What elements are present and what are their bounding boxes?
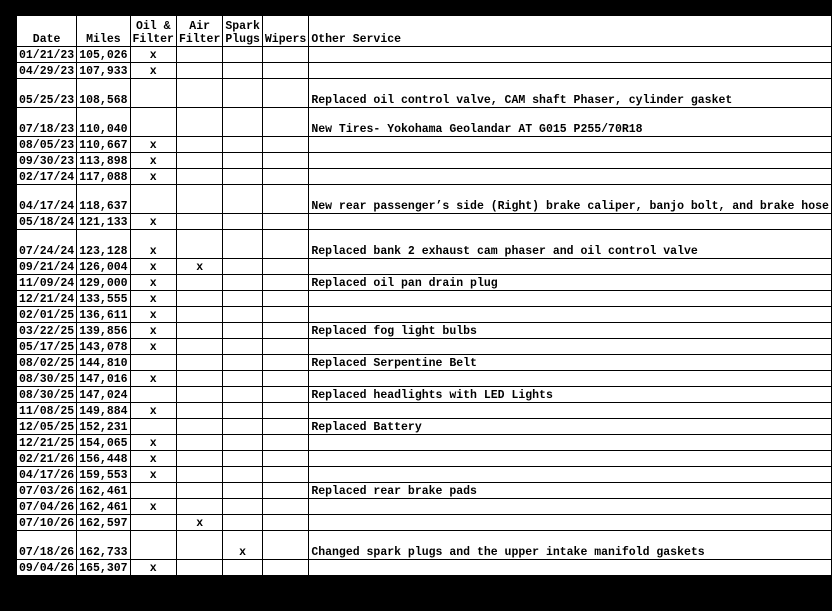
miles-cell: 136,611 <box>77 307 130 323</box>
date-cell: 09/30/23 <box>17 153 77 169</box>
table-row <box>17 387 832 403</box>
date-cell: 07/18/23 <box>17 108 77 137</box>
other-service-cell <box>309 153 832 169</box>
wipers-cell <box>262 185 308 214</box>
wipers-cell <box>262 451 308 467</box>
air-filter-cell <box>176 499 222 515</box>
wipers-cell <box>262 560 308 576</box>
air-filter-cell <box>176 79 222 108</box>
spark-plugs-cell <box>223 323 263 339</box>
air-filter-cell <box>176 560 222 576</box>
other-service-cell: New Tires- Yokohama Geolandar AT G015 P255/70R18 <box>309 108 832 137</box>
spark-plugs-cell <box>223 230 263 259</box>
air-filter-cell <box>176 371 222 387</box>
spark-plugs-cell <box>223 275 263 291</box>
spark-plugs-cell <box>223 79 263 108</box>
miles-cell: 110,040 <box>77 108 130 137</box>
date-cell: 04/29/23 <box>17 63 77 79</box>
date-cell: 11/09/24 <box>17 275 77 291</box>
other-service-cell <box>309 499 832 515</box>
table-row <box>17 47 832 63</box>
table-row <box>17 79 832 108</box>
wipers-cell <box>262 323 308 339</box>
wipers-cell <box>262 108 308 137</box>
miles-cell: 133,555 <box>77 291 130 307</box>
other-service-cell: Replaced oil pan drain plug <box>309 275 832 291</box>
wipers-cell <box>262 467 308 483</box>
other-service-cell <box>309 63 832 79</box>
air-filter-cell <box>176 230 222 259</box>
oil-filter-cell <box>130 108 176 137</box>
other-service-cell <box>309 371 832 387</box>
table-row <box>17 275 832 291</box>
oil-filter-cell <box>130 515 176 531</box>
oil-filter-cell: x <box>130 291 176 307</box>
oil-filter-cell <box>130 355 176 371</box>
other-service-cell: Changed spark plugs and the upper intake manifold gaskets <box>309 531 832 560</box>
date-cell: 11/08/25 <box>17 403 77 419</box>
other-service-cell: Replaced Serpentine Belt <box>309 355 832 371</box>
oil-filter-cell <box>130 387 176 403</box>
date-cell: 01/21/23 <box>17 47 77 63</box>
air-filter-cell <box>176 483 222 499</box>
table-row <box>17 169 832 185</box>
miles-cell: 105,026 <box>77 47 130 63</box>
header-oil-filter: Oil & Filter <box>130 16 176 47</box>
wipers-cell <box>262 339 308 355</box>
air-filter-cell <box>176 275 222 291</box>
table-row <box>17 230 832 259</box>
other-service-cell <box>309 169 832 185</box>
air-filter-cell <box>176 435 222 451</box>
spark-plugs-cell <box>223 307 263 323</box>
spark-plugs-cell <box>223 387 263 403</box>
oil-filter-cell: x <box>130 307 176 323</box>
miles-cell: 117,088 <box>77 169 130 185</box>
spark-plugs-cell <box>223 355 263 371</box>
miles-cell: 162,461 <box>77 499 130 515</box>
table-row <box>17 403 832 419</box>
table-body <box>17 47 832 576</box>
miles-cell: 162,597 <box>77 515 130 531</box>
miles-cell: 143,078 <box>77 339 130 355</box>
air-filter-cell <box>176 185 222 214</box>
miles-cell: 126,004 <box>77 259 130 275</box>
date-cell: 07/03/26 <box>17 483 77 499</box>
date-cell: 02/21/26 <box>17 451 77 467</box>
oil-filter-cell: x <box>130 137 176 153</box>
oil-filter-cell: x <box>130 230 176 259</box>
miles-cell: 159,553 <box>77 467 130 483</box>
air-filter-cell: x <box>176 259 222 275</box>
other-service-cell <box>309 515 832 531</box>
oil-filter-cell <box>130 185 176 214</box>
table-row <box>17 307 832 323</box>
other-service-cell: Replaced oil control valve, CAM shaft Phaser, cylinder gasket <box>309 79 832 108</box>
date-cell: 08/05/23 <box>17 137 77 153</box>
air-filter-cell <box>176 291 222 307</box>
miles-cell: 129,000 <box>77 275 130 291</box>
spark-plugs-cell <box>223 483 263 499</box>
miles-cell: 123,128 <box>77 230 130 259</box>
other-service-cell <box>309 435 832 451</box>
air-filter-cell <box>176 531 222 560</box>
header-miles: Miles <box>77 16 130 47</box>
date-cell: 12/21/25 <box>17 435 77 451</box>
wipers-cell <box>262 371 308 387</box>
wipers-cell <box>262 483 308 499</box>
miles-cell: 156,448 <box>77 451 130 467</box>
wipers-cell <box>262 47 308 63</box>
spark-plugs-cell <box>223 435 263 451</box>
oil-filter-cell: x <box>130 169 176 185</box>
other-service-cell <box>309 47 832 63</box>
wipers-cell <box>262 515 308 531</box>
air-filter-cell <box>176 387 222 403</box>
air-filter-cell <box>176 153 222 169</box>
table-row <box>17 63 832 79</box>
other-service-cell: Replaced bank 2 exhaust cam phaser and oil control valve <box>309 230 832 259</box>
miles-cell: 113,898 <box>77 153 130 169</box>
spark-plugs-cell: x <box>223 531 263 560</box>
date-cell: 02/17/24 <box>17 169 77 185</box>
spark-plugs-cell <box>223 259 263 275</box>
header-air-filter: Air Filter <box>176 16 222 47</box>
wipers-cell <box>262 63 308 79</box>
miles-cell: 149,884 <box>77 403 130 419</box>
table-row <box>17 531 832 560</box>
air-filter-cell <box>176 419 222 435</box>
miles-cell: 118,637 <box>77 185 130 214</box>
other-service-cell: Replaced headlights with LED Lights <box>309 387 832 403</box>
oil-filter-cell: x <box>130 467 176 483</box>
other-service-cell <box>309 339 832 355</box>
spark-plugs-cell <box>223 515 263 531</box>
header-spark-plugs: Spark Plugs <box>223 16 263 47</box>
oil-filter-cell <box>130 483 176 499</box>
wipers-cell <box>262 230 308 259</box>
date-cell: 04/17/26 <box>17 467 77 483</box>
air-filter-cell <box>176 307 222 323</box>
spark-plugs-cell <box>223 371 263 387</box>
oil-filter-cell: x <box>130 275 176 291</box>
date-cell: 08/30/25 <box>17 371 77 387</box>
air-filter-cell <box>176 63 222 79</box>
miles-cell: 144,810 <box>77 355 130 371</box>
date-cell: 07/24/24 <box>17 230 77 259</box>
oil-filter-cell: x <box>130 451 176 467</box>
header-date: Date <box>17 16 77 47</box>
oil-filter-cell: x <box>130 339 176 355</box>
table-row <box>17 137 832 153</box>
date-cell: 07/10/26 <box>17 515 77 531</box>
spark-plugs-cell <box>223 108 263 137</box>
spark-plugs-cell <box>223 451 263 467</box>
date-cell: 05/25/23 <box>17 79 77 108</box>
table-row <box>17 259 832 275</box>
date-cell: 03/22/25 <box>17 323 77 339</box>
miles-cell: 162,733 <box>77 531 130 560</box>
header-other-service: Other Service <box>309 16 832 47</box>
date-cell: 12/05/25 <box>17 419 77 435</box>
oil-filter-cell: x <box>130 47 176 63</box>
miles-cell: 152,231 <box>77 419 130 435</box>
spark-plugs-cell <box>223 47 263 63</box>
miles-cell: 165,307 <box>77 560 130 576</box>
air-filter-cell <box>176 108 222 137</box>
spark-plugs-cell <box>223 560 263 576</box>
spark-plugs-cell <box>223 403 263 419</box>
date-cell: 08/02/25 <box>17 355 77 371</box>
table-row <box>17 108 832 137</box>
wipers-cell <box>262 153 308 169</box>
air-filter-cell <box>176 47 222 63</box>
oil-filter-cell: x <box>130 403 176 419</box>
table-row <box>17 339 832 355</box>
miles-cell: 147,016 <box>77 371 130 387</box>
oil-filter-cell: x <box>130 499 176 515</box>
wipers-cell <box>262 435 308 451</box>
miles-cell: 139,856 <box>77 323 130 339</box>
wipers-cell <box>262 259 308 275</box>
wipers-cell <box>262 214 308 230</box>
wipers-cell <box>262 355 308 371</box>
wipers-cell <box>262 291 308 307</box>
oil-filter-cell: x <box>130 63 176 79</box>
maintenance-log-table <box>16 15 832 576</box>
table-row <box>17 435 832 451</box>
table-row <box>17 515 832 531</box>
wipers-cell <box>262 419 308 435</box>
spark-plugs-cell <box>223 467 263 483</box>
other-service-cell <box>309 307 832 323</box>
table-row <box>17 355 832 371</box>
date-cell: 09/04/26 <box>17 560 77 576</box>
oil-filter-cell <box>130 531 176 560</box>
table-row <box>17 323 832 339</box>
miles-cell: 110,667 <box>77 137 130 153</box>
air-filter-cell <box>176 169 222 185</box>
date-cell: 12/21/24 <box>17 291 77 307</box>
wipers-cell <box>262 169 308 185</box>
other-service-cell <box>309 467 832 483</box>
miles-cell: 162,461 <box>77 483 130 499</box>
date-cell: 07/04/26 <box>17 499 77 515</box>
wipers-cell <box>262 79 308 108</box>
spark-plugs-cell <box>223 153 263 169</box>
air-filter-cell <box>176 339 222 355</box>
spark-plugs-cell <box>223 499 263 515</box>
wipers-cell <box>262 137 308 153</box>
air-filter-cell <box>176 214 222 230</box>
oil-filter-cell: x <box>130 560 176 576</box>
oil-filter-cell: x <box>130 153 176 169</box>
oil-filter-cell <box>130 79 176 108</box>
table-row <box>17 214 832 230</box>
oil-filter-cell: x <box>130 259 176 275</box>
spark-plugs-cell <box>223 63 263 79</box>
date-cell: 05/17/25 <box>17 339 77 355</box>
oil-filter-cell: x <box>130 371 176 387</box>
wipers-cell <box>262 387 308 403</box>
date-cell: 09/21/24 <box>17 259 77 275</box>
miles-cell: 147,024 <box>77 387 130 403</box>
air-filter-cell <box>176 355 222 371</box>
table-row <box>17 499 832 515</box>
date-cell: 08/30/25 <box>17 387 77 403</box>
wipers-cell <box>262 499 308 515</box>
oil-filter-cell <box>130 419 176 435</box>
table-row <box>17 291 832 307</box>
date-cell: 05/18/24 <box>17 214 77 230</box>
header-row <box>17 16 832 47</box>
date-cell: 02/01/25 <box>17 307 77 323</box>
oil-filter-cell: x <box>130 435 176 451</box>
table-row <box>17 153 832 169</box>
other-service-cell <box>309 403 832 419</box>
other-service-cell <box>309 214 832 230</box>
table-row <box>17 560 832 576</box>
table-row <box>17 185 832 214</box>
miles-cell: 107,933 <box>77 63 130 79</box>
spark-plugs-cell <box>223 137 263 153</box>
other-service-cell <box>309 137 832 153</box>
other-service-cell: Replaced rear brake pads <box>309 483 832 499</box>
table-row <box>17 371 832 387</box>
other-service-cell <box>309 560 832 576</box>
wipers-cell <box>262 307 308 323</box>
air-filter-cell <box>176 467 222 483</box>
other-service-cell <box>309 291 832 307</box>
air-filter-cell <box>176 403 222 419</box>
air-filter-cell <box>176 323 222 339</box>
spark-plugs-cell <box>223 291 263 307</box>
wipers-cell <box>262 403 308 419</box>
other-service-cell: Replaced Battery <box>309 419 832 435</box>
spark-plugs-cell <box>223 214 263 230</box>
other-service-cell <box>309 451 832 467</box>
spark-plugs-cell <box>223 419 263 435</box>
oil-filter-cell: x <box>130 214 176 230</box>
table-row <box>17 467 832 483</box>
table-row <box>17 419 832 435</box>
miles-cell: 121,133 <box>77 214 130 230</box>
oil-filter-cell: x <box>130 323 176 339</box>
air-filter-cell <box>176 137 222 153</box>
spark-plugs-cell <box>223 185 263 214</box>
header-wipers: Wipers <box>262 16 308 47</box>
other-service-cell: Replaced fog light bulbs <box>309 323 832 339</box>
date-cell: 07/18/26 <box>17 531 77 560</box>
other-service-cell <box>309 259 832 275</box>
spark-plugs-cell <box>223 169 263 185</box>
date-cell: 04/17/24 <box>17 185 77 214</box>
wipers-cell <box>262 275 308 291</box>
other-service-cell: New rear passenger’s side (Right) brake caliper, banjo bolt, and brake hose <box>309 185 832 214</box>
air-filter-cell: x <box>176 515 222 531</box>
table-row <box>17 451 832 467</box>
miles-cell: 154,065 <box>77 435 130 451</box>
spark-plugs-cell <box>223 339 263 355</box>
air-filter-cell <box>176 451 222 467</box>
table-row <box>17 483 832 499</box>
miles-cell: 108,568 <box>77 79 130 108</box>
wipers-cell <box>262 531 308 560</box>
